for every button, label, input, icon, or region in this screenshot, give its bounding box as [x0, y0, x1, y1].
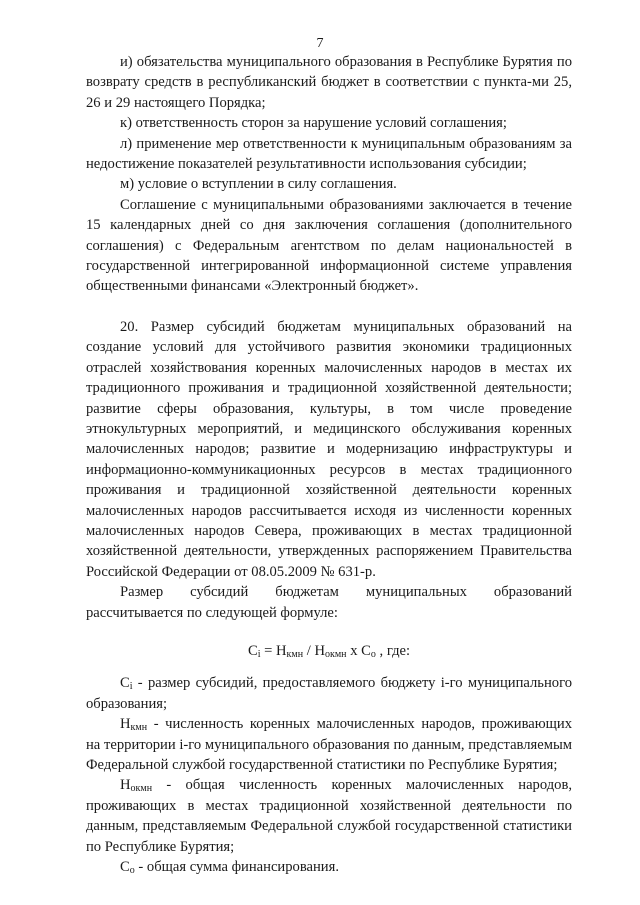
item-k: к) ответственность сторон за нарушение условий соглашения; [120, 115, 507, 132]
section-20-paragraph: 20. Размер субсидий бюджетам муниципальных образований на создание условий для устойчивого развития экономики традиционных отраслей хозяйствования коренных малочисленных народов в местах их традиционного проживания и традиционной хозяйственной деятельности; развитие сферы образования, культуры, в том числе проведение этнокультурных мероприятий, и медицинского обслуживания коренных малочисленных народов; развитие и модернизацию инфраструктуры и информационно-коммуникационных ресурсов в местах традиционного проживания и традиционной хозяйственной деятельности коренных малочисленных народов рассчитывается исходя из численности коренных малочисленных народов Севера, проживающих в местах традиционной хозяйственной деятельности, утвержденных распоряжением Правительства Российской Федерации от 08.05.2009 № 631-р. [86, 318, 572, 580]
formula-intro: Размер субсидий бюджетам муниципальных образований рассчитывается по следующей формуле: [86, 584, 572, 621]
definition-ci: $C_i$ - размер субсидий, предоставляемого бюджету i-го муниципального образования; [86, 675, 572, 712]
definition-hkmn: $H_{кмн}$ - численность коренных малочисленных народов, проживающих на территории i-го муниципального образования по данным, представляемым Федеральной службой государственной статистики по Республике Бурятия; [86, 716, 572, 773]
item-i: и) обязательства муниципального образования в Республике Бурятия по возврату средств в республиканский бюджет в соответствии с пункта-ми 25, 26 и 29 настоящего Порядка; [86, 54, 572, 111]
formula-c2: C [361, 642, 371, 659]
definition-co: $C_o$ - общая сумма финансирования. [120, 859, 339, 877]
formula: $C_i = H_{кмн} / H_{окмн}$ x $C_o$ , где: [247, 642, 411, 660]
formula-h2: H [314, 642, 325, 659]
spacer [86, 297, 572, 317]
definition-hokmn: $H_{окмн}$ - общая численность коренных малочисленных народов, проживающих в местах традиционной хозяйственной деятельности по данным, представляемым Федеральной службой государственной статистики по Республике Бурятия; [86, 777, 572, 855]
agreement-paragraph: Соглашение с муниципальными образованиями заключается в течение 15 календарных дней со дня заключения соглашения (дополнительного соглашения) с Федеральным агентством по делам национальностей в государственной интегрированной информационной системе управления общественными финансами «Электронный бюджет». [86, 196, 572, 295]
formula-c: C [247, 642, 258, 659]
document-body [86, 52, 572, 877]
page-number: 7 [316, 36, 324, 51]
item-m: м) условие о вступлении в силу соглашения. [120, 176, 397, 193]
item-l: л) применение мер ответственности к муниципальным образованиям за недостижение показателей результативности использования субсидии; [86, 135, 572, 173]
formula-h: H [276, 642, 287, 659]
